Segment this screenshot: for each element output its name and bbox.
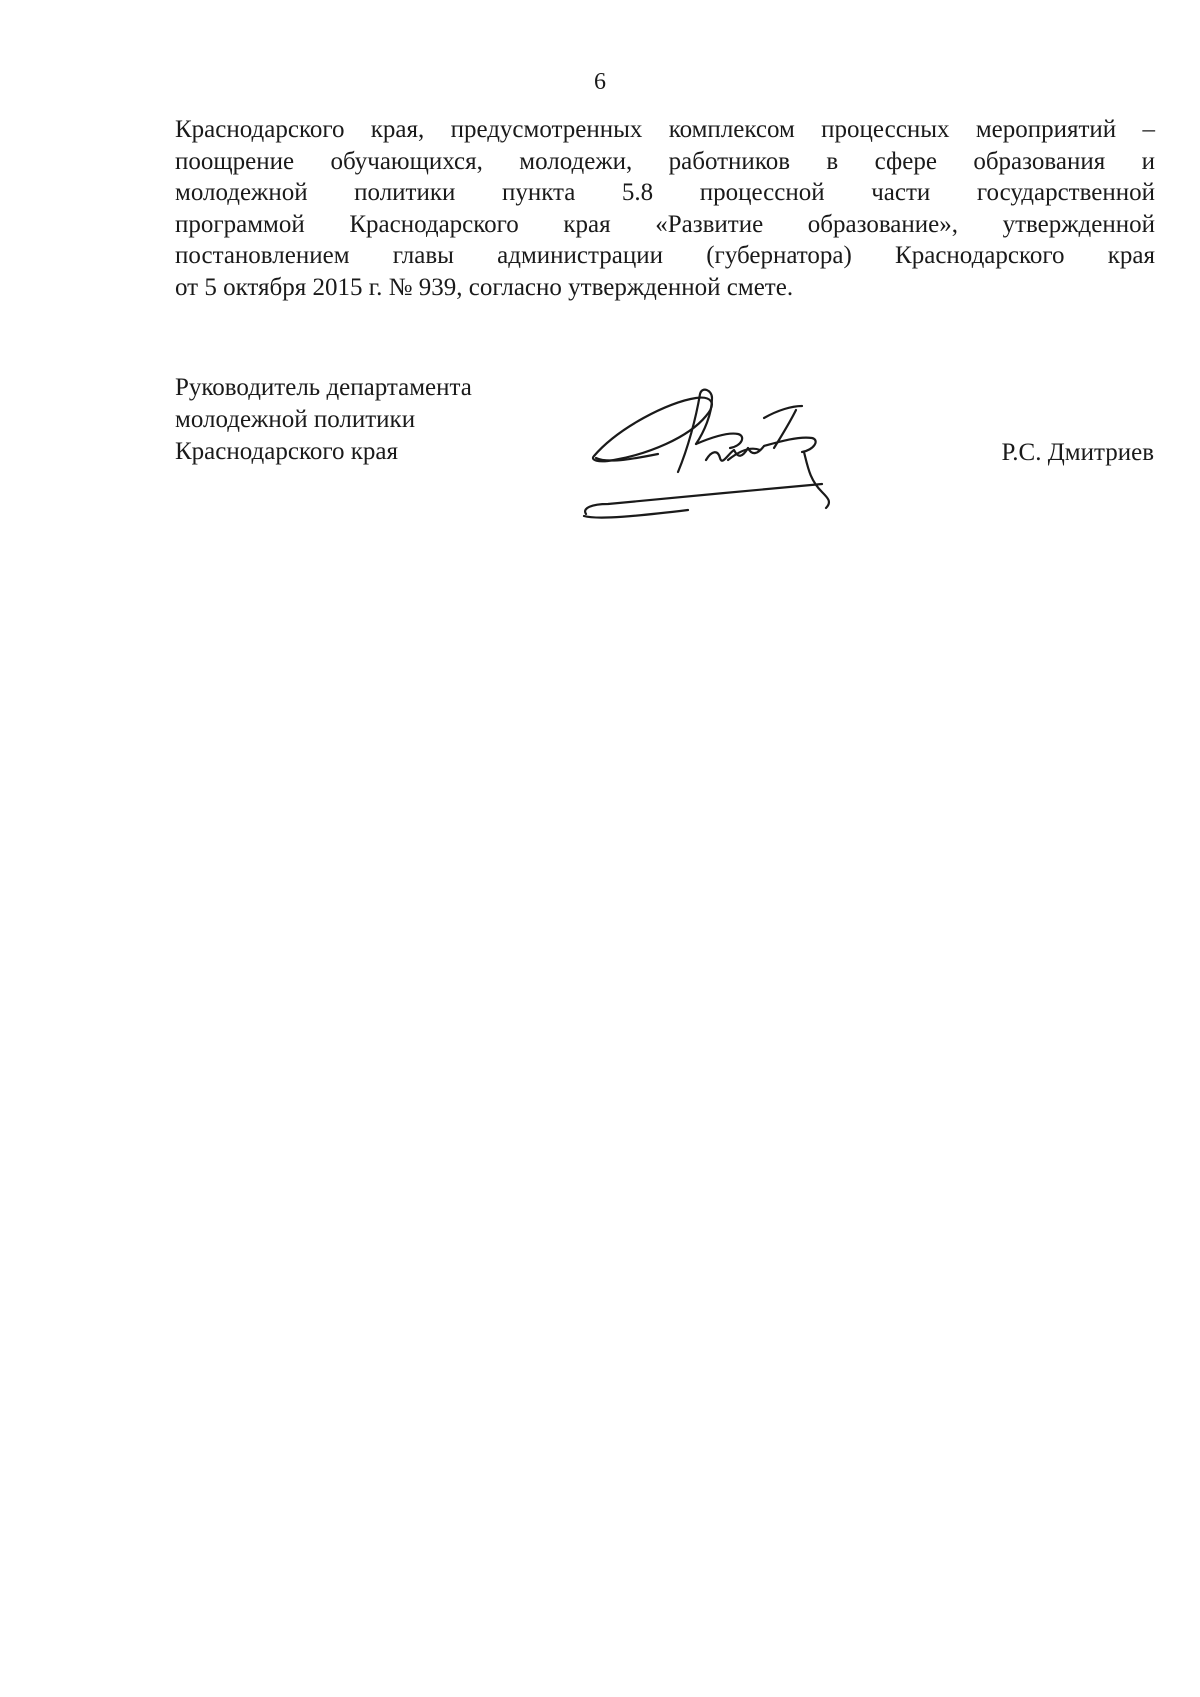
position-line: Руководитель департамента [175,374,472,401]
handwritten-signature [578,388,878,538]
position-line: молодежной политики [175,406,416,433]
signer-name: Р.С. Дмитриев [1001,439,1154,466]
body-paragraph [175,114,1155,303]
body-line: программой Краснодарского края «Развитие образование», утвержденной [175,210,1155,238]
body-line: молодежной политики пункта 5.8 процессной части государственной [175,179,1155,206]
body-line: поощрение обучающихся, молодежи, работников в сфере образования и [175,147,1155,175]
page-number: 6 [594,69,606,95]
body-line: Краснодарского края, предусмотренных комплексом процессных мероприятий – [175,116,1155,143]
position-line: Краснодарского края [175,438,398,465]
body-line: от 5 октября 2015 г. № 939, согласно утвержденной смете. [175,273,794,301]
body-line: постановлением главы администрации (губернатора) Краснодарского края [175,242,1155,269]
signatory-position [175,372,472,468]
